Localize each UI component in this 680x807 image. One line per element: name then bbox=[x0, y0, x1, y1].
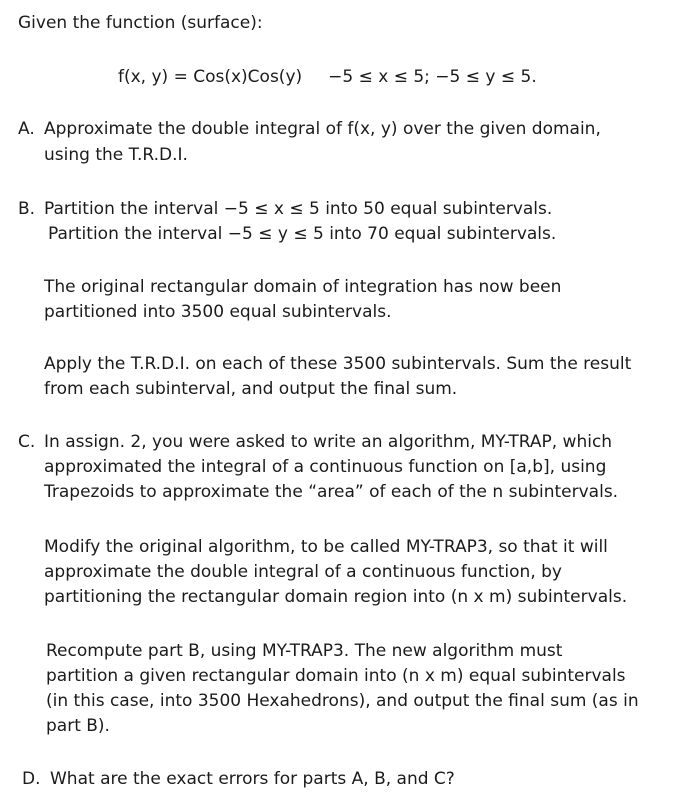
part-b-label: B. bbox=[18, 199, 36, 219]
part-d-label: D. bbox=[22, 769, 41, 789]
part-c-line-5: approximate the double integral of a continuous function, by bbox=[44, 562, 562, 582]
formula bbox=[118, 66, 537, 88]
part-c-label: C. bbox=[18, 432, 36, 452]
formula-function: f(x, y) = Cos(x)Cos(y) bbox=[118, 67, 303, 87]
part-c-line-7: Recompute part B, using MY-TRAP3. The new algorithm must bbox=[46, 641, 563, 661]
formula-domain: −5 ≤ x ≤ 5; −5 ≤ y ≤ 5. bbox=[328, 67, 537, 87]
part-c-line-4: Modify the original algorithm, to be called MY-TRAP3, so that it will bbox=[44, 537, 608, 557]
heading: Given the function (surface): bbox=[18, 13, 263, 33]
part-d-line-1: What are the exact errors for parts A, B, and C? bbox=[50, 769, 455, 789]
part-a-label: A. bbox=[18, 119, 35, 139]
part-c-line-3: Trapezoids to approximate the “area” of each of the n subintervals. bbox=[44, 482, 619, 502]
part-c-line-2: approximated the integral of a continuous function on [a,b], using bbox=[44, 457, 607, 477]
part-c-line-6: partitioning the rectangular domain region into (n x m) subintervals. bbox=[44, 587, 628, 607]
part-b-line-4: partitioned into 3500 equal subintervals. bbox=[44, 302, 392, 322]
part-b-line-6: from each subinterval, and output the final sum. bbox=[44, 379, 458, 399]
part-b-line-2: Partition the interval −5 ≤ y ≤ 5 into 70 equal subintervals. bbox=[48, 224, 557, 244]
part-c-line-10: part B). bbox=[46, 716, 110, 736]
part-a-line-2: using the T.R.D.I. bbox=[44, 145, 188, 165]
part-b-line-1: Partition the interval −5 ≤ x ≤ 5 into 50 equal subintervals. bbox=[44, 199, 553, 219]
part-c-line-1: In assign. 2, you were asked to write an algorithm, MY-TRAP, which bbox=[44, 432, 613, 452]
part-b-line-3: The original rectangular domain of integration has now been bbox=[44, 277, 562, 297]
part-c-line-9: (in this case, into 3500 Hexahedrons), and output the final sum (as in bbox=[46, 691, 639, 711]
part-a-line-1: Approximate the double integral of f(x, y) over the given domain, bbox=[44, 119, 601, 139]
part-b-line-5: Apply the T.R.D.I. on each of these 3500 subintervals. Sum the result bbox=[44, 354, 632, 374]
part-c-line-8: partition a given rectangular domain into (n x m) equal subintervals bbox=[46, 666, 626, 686]
